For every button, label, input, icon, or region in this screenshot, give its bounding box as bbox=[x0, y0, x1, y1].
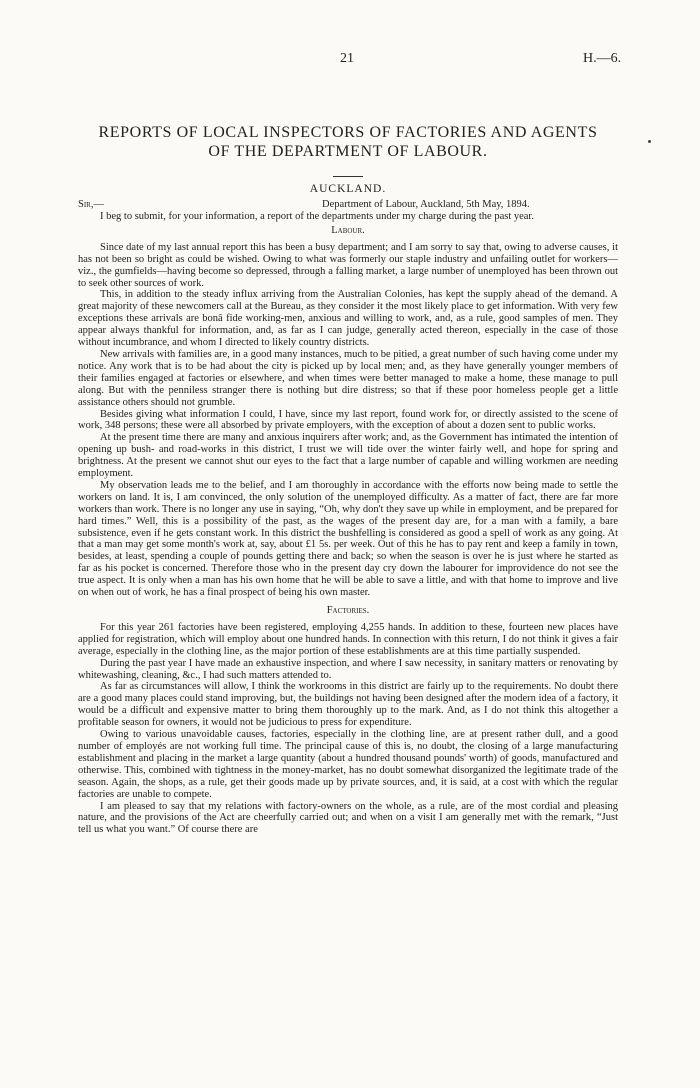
labour-paragraph: New arrivals with families are, in a good many instances, much to be pitied, a great number of such having come under my notice. Any work that is to be had about the city is picked up by local men; and, as they have generally younger members of their families engaged at factories or elsewhere, and when times were better managed to make a home, these manage to pull along. But with the penniless stranger there is nothing but dire distress; so that if these poor homeless people get a little assistance others should not grumble. bbox=[78, 348, 618, 408]
labour-paragraph: At the present time there are many and anxious inquirers after work; and, as the Government has intimated the intention of opening up bush- and road-works in this district, I trust we will tide over the winter fairly well, and hope for spring and brightness. At the present we cannot shut our eyes to the fact that a large number of capable and willing workmen are needing employment. bbox=[78, 432, 618, 480]
labour-paragraph: My observation leads me to the belief, and I am thoroughly in accordance with the efforts now being made to settle the workers on land. It is, I am convinced, the only solution of the unemployed difficulty. As a matter of fact, there are far more workers than work. There is no longer any use in saying, “Oh, why don't they save up while in employment, and be prepared for hard times.” Well, this is a possibility of the past, as the wages of the present day are, for a man with a family, a bare subsistence, even if he gets constant work. In this district the bushfelling is considered as good a spell of work as any going. At that a man may get some month's work at, say, about £1 5s. per week. Out of this he has to pay rent and keep a family in town, besides, at least, spending a couple of pounds getting there and back; so when the season is over he is just where he started as far as his pocket is concerned. Therefore those who in the present day cry down the labourer for improvidence do not see the true aspect. It is only when a man has his own home that he will be able to save a little, and with that home to improve and live on when out of work, he has a final prospect of being his own master. bbox=[78, 479, 618, 599]
salutation: Sir,— bbox=[78, 199, 104, 210]
labour-paragraph: Since date of my last annual report this has been a busy department; and I am sorry to say that, owing to adverse causes, it has not been so bright as could be wished. Owing to what was formerly our staple industry and unfailing outlet for workers—viz., the gumfields—having become so depressed, through a falling market, a large number of unemployed has been thrown out to seek other sources of work. bbox=[78, 241, 618, 289]
section-heading-factories: Factories. bbox=[326, 605, 370, 616]
report-body bbox=[78, 199, 618, 836]
page-number: 21 bbox=[340, 51, 354, 66]
factories-paragraph: For this year 261 factories have been registered, employing 4,255 hands. In addition to these, fourteen new places have applied for registration, which will employ about one hundred hands. In connection with this return, I do not think it gives a fair average, especially in the clothing line, as the major portion of these establishments are at this time partially suspended. bbox=[78, 621, 618, 657]
margin-mark bbox=[648, 140, 651, 143]
intro-paragraph: I beg to submit, for your information, a report of the departments under my charge during the past year. bbox=[100, 211, 534, 222]
dateline: Department of Labour, Auckland, 5th May, 1894. bbox=[322, 199, 530, 210]
factories-paragraph: During the past year I have made an exhaustive inspection, and where I saw necessity, in sanitary matters or renovating by whitewashing, cleaning, &c., I had such matters attended to. bbox=[78, 657, 618, 681]
salutation-line bbox=[78, 199, 618, 211]
document-reference: H.—6. bbox=[583, 51, 622, 66]
factories-paragraph: Owing to various unavoidable causes, factories, especially in the clothing line, are at present rather dull, and a good number of employés are not working full time. The principal cause of this is, no doubt, the closing of a large manufacturing establishment and placing in the market a large quantity (about a hundred thousand pounds' worth) of goods, manufactured and otherwise. This, combined with tightness in the money-market, has no doubt somewhat disorganized the legitimate trade of the season. Again, the shops, as a rule, get their goods made up by private sources, and, it is said, at a cost with which the regular factories are unable to compete. bbox=[78, 729, 618, 800]
place-heading: AUCKLAND. bbox=[309, 183, 387, 195]
labour-paragraph: Besides giving what information I could, I have, since my last report, found work for, or directly assisted to the scene of work, 348 persons; these were all absorbed by private employers, with the exception of about a dozen sent to public works. bbox=[78, 408, 618, 432]
title-line-1: REPORTS OF LOCAL INSPECTORS OF FACTORIES AND AGENTS bbox=[98, 124, 598, 141]
title-rule bbox=[333, 176, 363, 177]
factories-paragraph: I am pleased to say that my relations with factory-owners on the whole, as a rule, are of the most cordial and pleasing nature, and the provisions of the Act are cheerfully carried out; and when on a visit I am generally met with the remark, “Just tell us what you want.” Of course there are bbox=[78, 800, 618, 836]
factories-paragraph: As far as circumstances will allow, I think the workrooms in this district are fairly up to the requirements. No doubt there are a good many places could stand improving, but, the buildings not having been designed after the modern idea of a factory, it would be a difficult and expensive matter to bring them thoroughly up to the mark. And, as I do not think this altogether a profitable season for owners, it would not be judicious to press for expenditure. bbox=[78, 681, 618, 729]
labour-paragraph: This, in addition to the steady influx arriving from the Australian Colonies, has kept the supply ahead of the demand. A great majority of these newcomers call at the Bureau, as they consider it the most likely place to get information. With very few exceptions these arrivals are bonâ fide working-men, anxious and willing to work, and, as a rule, good samples of men. They appear always thankful for information, and, as far as I can judge, generally acted thereon, especially in the case of those without incumbrance, and whom I directed to likely country districts. bbox=[78, 289, 618, 349]
report-title bbox=[78, 123, 618, 161]
title-line-2: OF THE DEPARTMENT OF LABOUR. bbox=[208, 143, 488, 160]
section-heading-labour: Labour. bbox=[331, 224, 365, 236]
